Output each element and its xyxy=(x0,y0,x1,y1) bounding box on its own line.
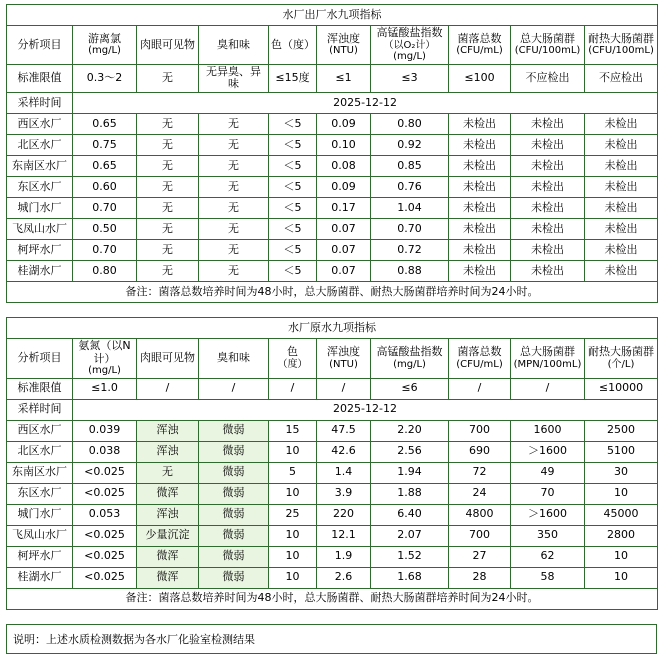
table2-limit-6: / xyxy=(449,378,511,399)
table-row xyxy=(7,113,658,134)
table1-limit-4: ≤1 xyxy=(317,64,371,92)
table1-col-free-chlorine xyxy=(73,26,137,65)
table2-row2-v8: 30 xyxy=(585,462,658,483)
table1-row7-name: 桂湖水厂 xyxy=(7,260,73,281)
table1-col-item: 分析项目 xyxy=(7,26,73,65)
table-row xyxy=(7,441,658,462)
t2-h5-sub: (NTU) xyxy=(329,358,358,370)
table1-row6-name: 柯坪水厂 xyxy=(7,239,73,260)
table1-row2-v0: 0.65 xyxy=(73,155,137,176)
table1-row1-name: 北区水厂 xyxy=(7,134,73,155)
table1-row6-v7: 未检出 xyxy=(511,239,585,260)
description-box: 说明：上述水质检测数据为各水厂化验室检测结果 xyxy=(6,624,657,654)
table1-row3-v6: 未检出 xyxy=(449,176,511,197)
t2-h6-sub: (mg/L) xyxy=(393,358,426,370)
table2-row7-v8: 10 xyxy=(585,567,658,588)
table1-row3-v2: 无 xyxy=(199,176,269,197)
t2-h4-main: 色 xyxy=(287,345,298,359)
table2-row6-v0: <0.025 xyxy=(73,546,137,567)
table1-row2-v5: 0.85 xyxy=(371,155,449,176)
table2-row5-v4: 12.1 xyxy=(317,525,371,546)
table1-sample-time-row xyxy=(7,92,658,113)
t1-h1-sub: (mg/L) xyxy=(88,45,121,57)
t1-h9-sub: (CFU/100mL) xyxy=(588,45,654,57)
t1-h6-sub2: (mg/L) xyxy=(393,51,426,63)
table2-row2-name: 东南区水厂 xyxy=(7,462,73,483)
table1-row0-v2: 无 xyxy=(199,113,269,134)
table2-title-row xyxy=(7,317,658,338)
table1-row5-v0: 0.50 xyxy=(73,218,137,239)
table1-row6-v6: 未检出 xyxy=(449,239,511,260)
table1-row7-v1: 无 xyxy=(137,260,199,281)
table1-row4-name: 城门水厂 xyxy=(7,197,73,218)
table2-limit-3: / xyxy=(269,378,317,399)
table2-row2-v7: 49 xyxy=(511,462,585,483)
table1-row5-v1: 无 xyxy=(137,218,199,239)
table2-col-turbidity xyxy=(317,338,371,378)
table1-row0-v7: 未检出 xyxy=(511,113,585,134)
table1-row7-v4: 0.07 xyxy=(317,260,371,281)
table1-limit-0: 0.3～2 xyxy=(73,64,137,92)
table1-col-visible-matter: 肉眼可见物 xyxy=(137,26,199,65)
table2-row3-v7: 70 xyxy=(511,483,585,504)
table2-row3-name: 东区水厂 xyxy=(7,483,73,504)
table1-row3-v0: 0.60 xyxy=(73,176,137,197)
table1-row3-v3: ＜5 xyxy=(269,176,317,197)
table1-row4-v5: 1.04 xyxy=(371,197,449,218)
table2-row0-v0: 0.039 xyxy=(73,420,137,441)
table1-row7-v5: 0.88 xyxy=(371,260,449,281)
table1-col-color: 色（度） xyxy=(269,26,317,65)
table2-row6-v2: 微弱 xyxy=(199,546,269,567)
table2-row5-v0: <0.025 xyxy=(73,525,137,546)
table1-row4-v3: ＜5 xyxy=(269,197,317,218)
table1-note: 备注：菌落总数培养时间为48小时，总大肠菌群、耐热大肠菌群培养时间为24小时。 xyxy=(7,281,658,302)
table1-sample-date: 2025-12-12 xyxy=(73,92,658,113)
table1-row0-v5: 0.80 xyxy=(371,113,449,134)
table2-row3-v6: 24 xyxy=(449,483,511,504)
table1-row6-v2: 无 xyxy=(199,239,269,260)
table2-row3-v5: 1.88 xyxy=(371,483,449,504)
table1-row2-v6: 未检出 xyxy=(449,155,511,176)
table1-title-row xyxy=(7,5,658,26)
table1-row3-v7: 未检出 xyxy=(511,176,585,197)
table2-row5-v1: 少量沉淀 xyxy=(137,525,199,546)
table-row xyxy=(7,239,658,260)
t1-h6-sub: （以O₂计） xyxy=(383,39,436,51)
table2-row7-v6: 28 xyxy=(449,567,511,588)
table2-row0-name: 西区水厂 xyxy=(7,420,73,441)
table1-row0-v8: 未检出 xyxy=(585,113,658,134)
table-row xyxy=(7,462,658,483)
t2-h8-main: 总大肠菌群 xyxy=(520,345,575,359)
table1-limit-3: ≤15度 xyxy=(269,64,317,92)
table2-row7-v2: 微弱 xyxy=(199,567,269,588)
table1-row4-v2: 无 xyxy=(199,197,269,218)
table2-row0-v5: 2.20 xyxy=(371,420,449,441)
table2-row6-v4: 1.9 xyxy=(317,546,371,567)
table1-row6-v4: 0.07 xyxy=(317,239,371,260)
table2-col-total-coliform xyxy=(511,338,585,378)
table1-col-turbidity xyxy=(317,26,371,65)
table2-row6-v1: 微浑 xyxy=(137,546,199,567)
t1-h9-main: 耐热大肠菌群 xyxy=(588,31,655,45)
table2-note-row xyxy=(7,588,658,609)
table1-row4-v8: 未检出 xyxy=(585,197,658,218)
table1-row1-v3: ＜5 xyxy=(269,134,317,155)
table1-limit-2: 无异臭、异味 xyxy=(199,64,269,92)
table2-row0-v7: 1600 xyxy=(511,420,585,441)
table2-limit-2: / xyxy=(199,378,269,399)
table2-row7-v0: <0.025 xyxy=(73,567,137,588)
table1-row2-v2: 无 xyxy=(199,155,269,176)
table1-row1-v5: 0.92 xyxy=(371,134,449,155)
table2-row5-v2: 微弱 xyxy=(199,525,269,546)
table-row xyxy=(7,134,658,155)
table2-col-ammonia-nitrogen xyxy=(73,338,137,378)
table1-row4-v1: 无 xyxy=(137,197,199,218)
table1-row1-v2: 无 xyxy=(199,134,269,155)
table1-limit-6: ≤100 xyxy=(449,64,511,92)
table2-col-color xyxy=(269,338,317,378)
t1-h5-sub: (NTU) xyxy=(329,45,358,57)
table2-row2-v1: 无 xyxy=(137,462,199,483)
table1-row0-v4: 0.09 xyxy=(317,113,371,134)
table2-row6-v7: 62 xyxy=(511,546,585,567)
table2-note: 备注：菌落总数培养时间为48小时，总大肠菌群、耐热大肠菌群培养时间为24小时。 xyxy=(7,588,658,609)
table2-row1-v4: 42.6 xyxy=(317,441,371,462)
table1-row6-v1: 无 xyxy=(137,239,199,260)
table1-row1-v1: 无 xyxy=(137,134,199,155)
table2-col-permanganate xyxy=(371,338,449,378)
table2-row2-v0: <0.025 xyxy=(73,462,137,483)
table1-col-total-coliform xyxy=(511,26,585,65)
table2-row2-v4: 1.4 xyxy=(317,462,371,483)
table-row xyxy=(7,420,658,441)
table2-sample-date: 2025-12-12 xyxy=(73,399,658,420)
table2-row4-v0: 0.053 xyxy=(73,504,137,525)
table1-row3-v8: 未检出 xyxy=(585,176,658,197)
table1-row5-v8: 未检出 xyxy=(585,218,658,239)
raw-water-table xyxy=(6,317,658,610)
table1-limit-label: 标准限值 xyxy=(7,64,73,92)
tables-spacer xyxy=(6,303,657,317)
table1-limit-1: 无 xyxy=(137,64,199,92)
table2-row6-name: 柯坪水厂 xyxy=(7,546,73,567)
table1-row1-v8: 未检出 xyxy=(585,134,658,155)
table2-row4-v4: 220 xyxy=(317,504,371,525)
table2-row3-v2: 微弱 xyxy=(199,483,269,504)
table2-row1-v2: 微弱 xyxy=(199,441,269,462)
table2-row6-v8: 10 xyxy=(585,546,658,567)
table2-row6-v5: 1.52 xyxy=(371,546,449,567)
t2-h8-sub: (MPN/100mL) xyxy=(513,358,582,370)
table2-row1-v0: 0.038 xyxy=(73,441,137,462)
table-row xyxy=(7,176,658,197)
table2-row4-v5: 6.40 xyxy=(371,504,449,525)
table1-row3-name: 东区水厂 xyxy=(7,176,73,197)
t2-h1-main: 氨氮（以N计） xyxy=(78,338,131,365)
table2-limit-8: ≤10000 xyxy=(585,378,658,399)
table2-row1-v7: ＞1600 xyxy=(511,441,585,462)
table-row xyxy=(7,155,658,176)
table1-row0-name: 西区水厂 xyxy=(7,113,73,134)
table2-row0-v6: 700 xyxy=(449,420,511,441)
table2-row3-v1: 微浑 xyxy=(137,483,199,504)
table2-sample-time-row xyxy=(7,399,658,420)
table1-col-odor: 臭和味 xyxy=(199,26,269,65)
table2-limit-label: 标准限值 xyxy=(7,378,73,399)
table2-row6-v6: 27 xyxy=(449,546,511,567)
table1-row7-v0: 0.80 xyxy=(73,260,137,281)
table1-row0-v1: 无 xyxy=(137,113,199,134)
table1-limit-8: 不应检出 xyxy=(585,64,658,92)
table1-row6-v5: 0.72 xyxy=(371,239,449,260)
table2-row4-v8: 45000 xyxy=(585,504,658,525)
table1-row3-v5: 0.76 xyxy=(371,176,449,197)
table1-row0-v3: ＜5 xyxy=(269,113,317,134)
table1-row4-v6: 未检出 xyxy=(449,197,511,218)
table2-row1-v1: 浑浊 xyxy=(137,441,199,462)
table1-row3-v1: 无 xyxy=(137,176,199,197)
t2-h5-main: 浑浊度 xyxy=(327,345,360,359)
table2-limit-0: ≤1.0 xyxy=(73,378,137,399)
table1-row6-v8: 未检出 xyxy=(585,239,658,260)
table2-sample-time-label: 采样时间 xyxy=(7,399,73,420)
table1-col-thermotolerant-coliform xyxy=(585,26,658,65)
table2-title: 水厂原水九项指标 xyxy=(7,317,658,338)
table2-col-odor: 臭和味 xyxy=(199,338,269,378)
t2-h6-main: 高锰酸盐指数 xyxy=(376,345,443,359)
table2-row2-v2: 微弱 xyxy=(199,462,269,483)
t2-h4-sub: （度） xyxy=(277,358,308,370)
table2-row5-v5: 2.07 xyxy=(371,525,449,546)
table2-row5-v7: 350 xyxy=(511,525,585,546)
table2-row3-v4: 3.9 xyxy=(317,483,371,504)
table1-row1-v4: 0.10 xyxy=(317,134,371,155)
table2-limit-7: / xyxy=(511,378,585,399)
table1-row2-v1: 无 xyxy=(137,155,199,176)
table2-row4-v2: 微弱 xyxy=(199,504,269,525)
table1-header-row xyxy=(7,26,658,65)
table1-row7-v2: 无 xyxy=(199,260,269,281)
table2-row7-name: 桂湖水厂 xyxy=(7,567,73,588)
table1-row7-v3: ＜5 xyxy=(269,260,317,281)
table2-col-bacteria-count xyxy=(449,338,511,378)
table1-row7-v6: 未检出 xyxy=(449,260,511,281)
table2-row6-v3: 10 xyxy=(269,546,317,567)
table2-limit-row xyxy=(7,378,658,399)
table2-row5-v6: 700 xyxy=(449,525,511,546)
table1-col-bacteria-count xyxy=(449,26,511,65)
table2-row3-v3: 10 xyxy=(269,483,317,504)
table1-row1-v7: 未检出 xyxy=(511,134,585,155)
table2-row7-v4: 2.6 xyxy=(317,567,371,588)
table-row xyxy=(7,483,658,504)
table1-row6-v3: ＜5 xyxy=(269,239,317,260)
table2-row1-v8: 5100 xyxy=(585,441,658,462)
table2-row5-v8: 2800 xyxy=(585,525,658,546)
table1-row2-v4: 0.08 xyxy=(317,155,371,176)
table1-row4-v7: 未检出 xyxy=(511,197,585,218)
table1-row2-v8: 未检出 xyxy=(585,155,658,176)
table2-row0-v2: 微弱 xyxy=(199,420,269,441)
table-row xyxy=(7,197,658,218)
table2-limit-4: / xyxy=(317,378,371,399)
table2-row4-v6: 4800 xyxy=(449,504,511,525)
t1-h6-main: 高锰酸盐指数 xyxy=(376,26,443,39)
table1-limit-row xyxy=(7,64,658,92)
table1-row5-v2: 无 xyxy=(199,218,269,239)
table-row xyxy=(7,218,658,239)
table2-row4-name: 城门水厂 xyxy=(7,504,73,525)
table2-row2-v6: 72 xyxy=(449,462,511,483)
t2-h7-main: 菌落总数 xyxy=(457,345,502,359)
table2-row3-v0: <0.025 xyxy=(73,483,137,504)
table2-row4-v7: ＞1600 xyxy=(511,504,585,525)
table1-row3-v4: 0.09 xyxy=(317,176,371,197)
table1-row5-v5: 0.70 xyxy=(371,218,449,239)
table1-sample-time-label: 采样时间 xyxy=(7,92,73,113)
t1-h1-main: 游离氯 xyxy=(88,31,121,45)
table2-row2-v5: 1.94 xyxy=(371,462,449,483)
table2-row7-v7: 58 xyxy=(511,567,585,588)
table-row xyxy=(7,504,658,525)
table-row xyxy=(7,546,658,567)
table1-row6-v0: 0.70 xyxy=(73,239,137,260)
table2-row0-v8: 2500 xyxy=(585,420,658,441)
table2-row3-v8: 10 xyxy=(585,483,658,504)
table1-note-row xyxy=(7,281,658,302)
table1-row0-v0: 0.65 xyxy=(73,113,137,134)
table2-col-visible-matter: 肉眼可见物 xyxy=(137,338,199,378)
table2-row4-v3: 25 xyxy=(269,504,317,525)
table1-row0-v6: 未检出 xyxy=(449,113,511,134)
table2-row1-v5: 2.56 xyxy=(371,441,449,462)
table1-row4-v0: 0.70 xyxy=(73,197,137,218)
table1-col-permanganate xyxy=(371,26,449,65)
table2-col-thermotolerant-coliform xyxy=(585,338,658,378)
table2-row0-v3: 15 xyxy=(269,420,317,441)
table2-row2-v3: 5 xyxy=(269,462,317,483)
table2-limit-1: / xyxy=(137,378,199,399)
table1-title: 水厂出厂水九项指标 xyxy=(7,5,658,26)
t1-h8-sub: (CFU/100mL) xyxy=(514,45,581,57)
table1-row7-v8: 未检出 xyxy=(585,260,658,281)
table2-col-item: 分析项目 xyxy=(7,338,73,378)
t2-h7-sub: (CFU/mL) xyxy=(456,358,503,370)
t2-h9-main: 耐热大肠菌群 xyxy=(588,345,655,359)
table1-row4-v4: 0.17 xyxy=(317,197,371,218)
table1-row2-v3: ＜5 xyxy=(269,155,317,176)
table1-limit-5: ≤3 xyxy=(371,64,449,92)
table1-row2-name: 东南区水厂 xyxy=(7,155,73,176)
table2-row5-v3: 10 xyxy=(269,525,317,546)
t1-h7-main: 菌落总数 xyxy=(457,31,502,45)
table2-row1-name: 北区水厂 xyxy=(7,441,73,462)
table1-limit-7: 不应检出 xyxy=(511,64,585,92)
table2-header-row xyxy=(7,338,658,378)
table2-row1-v3: 10 xyxy=(269,441,317,462)
table1-row5-v6: 未检出 xyxy=(449,218,511,239)
table2-row7-v1: 微浑 xyxy=(137,567,199,588)
t2-h9-sub: (个/L) xyxy=(607,358,635,370)
table1-row5-v7: 未检出 xyxy=(511,218,585,239)
table2-row7-v5: 1.68 xyxy=(371,567,449,588)
table1-row5-v3: ＜5 xyxy=(269,218,317,239)
t1-h7-sub: (CFU/mL) xyxy=(456,45,503,57)
table1-row1-v6: 未检出 xyxy=(449,134,511,155)
table2-row0-v4: 47.5 xyxy=(317,420,371,441)
t1-h5-main: 浑浊度 xyxy=(327,31,360,45)
table1-row5-name: 飞凤山水厂 xyxy=(7,218,73,239)
t2-h1-sub: (mg/L) xyxy=(88,365,121,377)
table2-row5-name: 飞凤山水厂 xyxy=(7,525,73,546)
table2-row4-v1: 浑浊 xyxy=(137,504,199,525)
table1-row5-v4: 0.07 xyxy=(317,218,371,239)
table1-row1-v0: 0.75 xyxy=(73,134,137,155)
table2-row0-v1: 浑浊 xyxy=(137,420,199,441)
t1-h8-main: 总大肠菌群 xyxy=(520,31,575,45)
table2-row7-v3: 10 xyxy=(269,567,317,588)
table-row xyxy=(7,567,658,588)
table2-row1-v6: 690 xyxy=(449,441,511,462)
table2-limit-5: ≤6 xyxy=(371,378,449,399)
table-row xyxy=(7,525,658,546)
outlet-water-table xyxy=(6,4,658,303)
table1-row2-v7: 未检出 xyxy=(511,155,585,176)
table1-row7-v7: 未检出 xyxy=(511,260,585,281)
table-row xyxy=(7,260,658,281)
